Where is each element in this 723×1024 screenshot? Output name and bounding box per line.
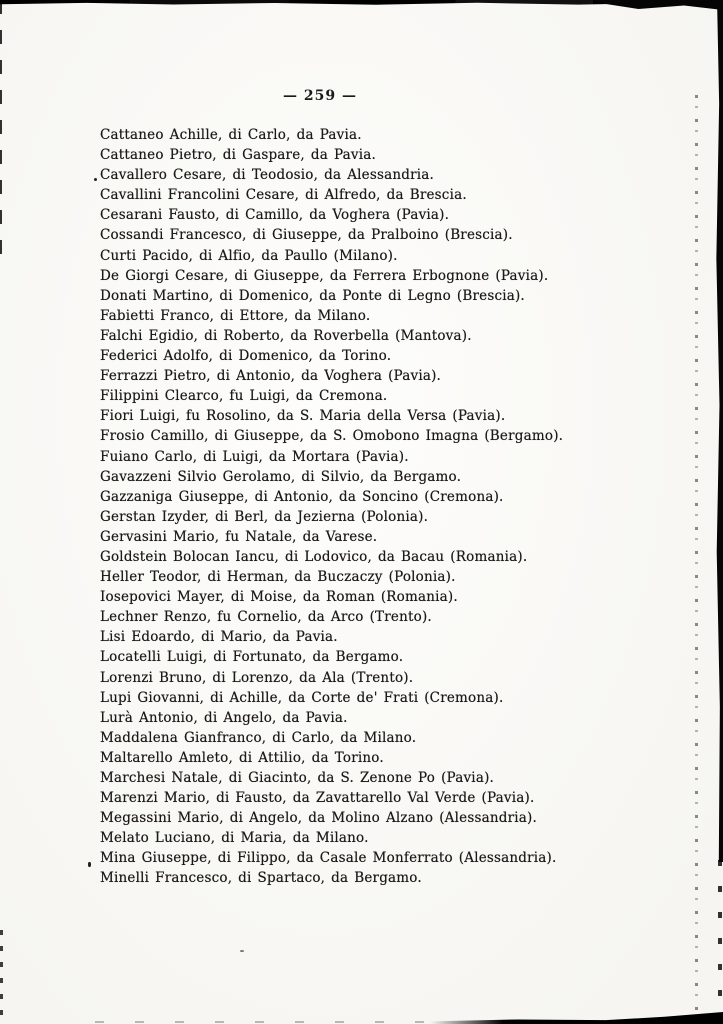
list-item: Locatelli Luigi, di Fortunato, da Bergamo.: [100, 649, 404, 666]
list-item: Iosepovici Mayer, di Moise, da Roman (Romania).: [100, 589, 458, 606]
list-item: Falchi Egidio, di Roberto, da Roverbella (Mantova).: [100, 327, 472, 344]
list-item: Maltarello Amleto, di Attilio, da Torino.: [100, 749, 384, 766]
scan-artifact-speck: [94, 178, 97, 181]
scan-artifact-bottom-edge: [430, 1012, 723, 1024]
list-item: Heller Teodor, di Herman, da Buczaczy (Polonia).: [100, 569, 456, 586]
list-item: Maddalena Gianfranco, di Carlo, da Milano.: [100, 729, 417, 746]
list-item: Curti Pacido, di Alfio, da Paullo (Milano).: [100, 247, 398, 264]
list-item: Gavazzeni Silvio Gerolamo, di Silvio, da Bergamo.: [100, 468, 462, 485]
list-item: Goldstein Bolocan Iancu, di Lodovico, da Bacau (Romania).: [100, 548, 528, 565]
list-item: Cesarani Fausto, di Camillo, da Voghera (Pavia).: [100, 207, 450, 224]
list-item: Lurà Antonio, di Angelo, da Pavia.: [100, 709, 348, 726]
list-item: Lorenzi Bruno, di Lorenzo, da Ala (Trento).: [100, 669, 414, 686]
page-number: — 259 —: [283, 88, 357, 104]
list-item: Ferrazzi Pietro, di Antonio, da Voghera (Pavia).: [100, 368, 442, 385]
scan-artifact-left-edge-lower: [0, 930, 3, 1024]
scan-artifact-fold-line: [695, 95, 698, 1010]
list-item: Filippini Clearco, fu Luigi, da Cremona.: [100, 388, 388, 405]
list-item: Lupi Giovanni, di Achille, da Corte de' Frati (Cremona).: [100, 689, 504, 706]
list-item: Lechner Renzo, fu Cornelio, da Arco (Trento).: [100, 609, 432, 626]
scan-artifact-left-edge: [0, 0, 2, 260]
list-item: Cavallini Francolini Cesare, di Alfredo, da Brescia.: [100, 187, 467, 204]
list-item: Frosio Camillo, di Giuseppe, da S. Omobono Imagna (Bergamo).: [100, 428, 564, 445]
list-item: Melato Luciano, di Maria, da Milano.: [100, 830, 369, 847]
list-item: Cossandi Francesco, di Giuseppe, da Pralboino (Brescia).: [100, 227, 513, 244]
list-item: Lisi Edoardo, di Mario, da Pavia.: [100, 629, 338, 646]
list-item: Fuiano Carlo, di Luigi, da Mortara (Pavia).: [100, 448, 409, 465]
list-item: Gerstan Izyder, di Berl, da Jezierna (Polonia).: [100, 508, 429, 525]
list-item: Mina Giuseppe, di Filippo, da Casale Monferrato (Alessandria).: [100, 850, 557, 867]
list-item: Federici Adolfo, di Domenico, da Torino.: [100, 348, 392, 365]
scan-artifact-right-edge: [716, 0, 723, 862]
list-item: De Giorgi Cesare, di Giuseppe, da Ferrera Erbognone (Pavia).: [100, 267, 549, 284]
scan-artifact-speck: [240, 950, 244, 952]
list-item: Cavallero Cesare, di Teodosio, da Alessandria.: [100, 167, 435, 184]
list-item: Gervasini Mario, fu Natale, da Varese.: [100, 528, 378, 545]
list-item: Cattaneo Pietro, di Gaspare, da Pavia.: [100, 147, 376, 164]
list-item: Megassini Mario, di Angelo, da Molino Alzano (Alessandria).: [100, 810, 537, 827]
list-item: Marenzi Mario, di Fausto, da Zavattarello Val Verde (Pavia).: [100, 790, 535, 807]
list-item: Fiori Luigi, fu Rosolino, da S. Maria della Versa (Pavia).: [100, 408, 506, 425]
scan-artifact-top-right-corner: [593, 0, 723, 10]
list-item: Cattaneo Achille, di Carlo, da Pavia.: [100, 127, 362, 143]
name-list: [100, 125, 580, 889]
list-item: Fabietti Franco, di Ettore, da Milano.: [100, 307, 371, 324]
scan-artifact-speck: [88, 862, 91, 867]
list-item: Gazzaniga Giuseppe, di Antonio, da Soncino (Cremona).: [100, 488, 504, 505]
list-item: Donati Martino, di Domenico, da Ponte di Legno (Brescia).: [100, 287, 525, 304]
list-item: Marchesi Natale, di Giacinto, da S. Zenone Po (Pavia).: [100, 770, 495, 786]
scan-artifact-bottom-thin-line: [95, 1021, 455, 1023]
scan-artifact-right-edge-dashes: [718, 860, 722, 1010]
list-item: Minelli Francesco, di Spartaco, da Bergamo.: [100, 870, 422, 887]
